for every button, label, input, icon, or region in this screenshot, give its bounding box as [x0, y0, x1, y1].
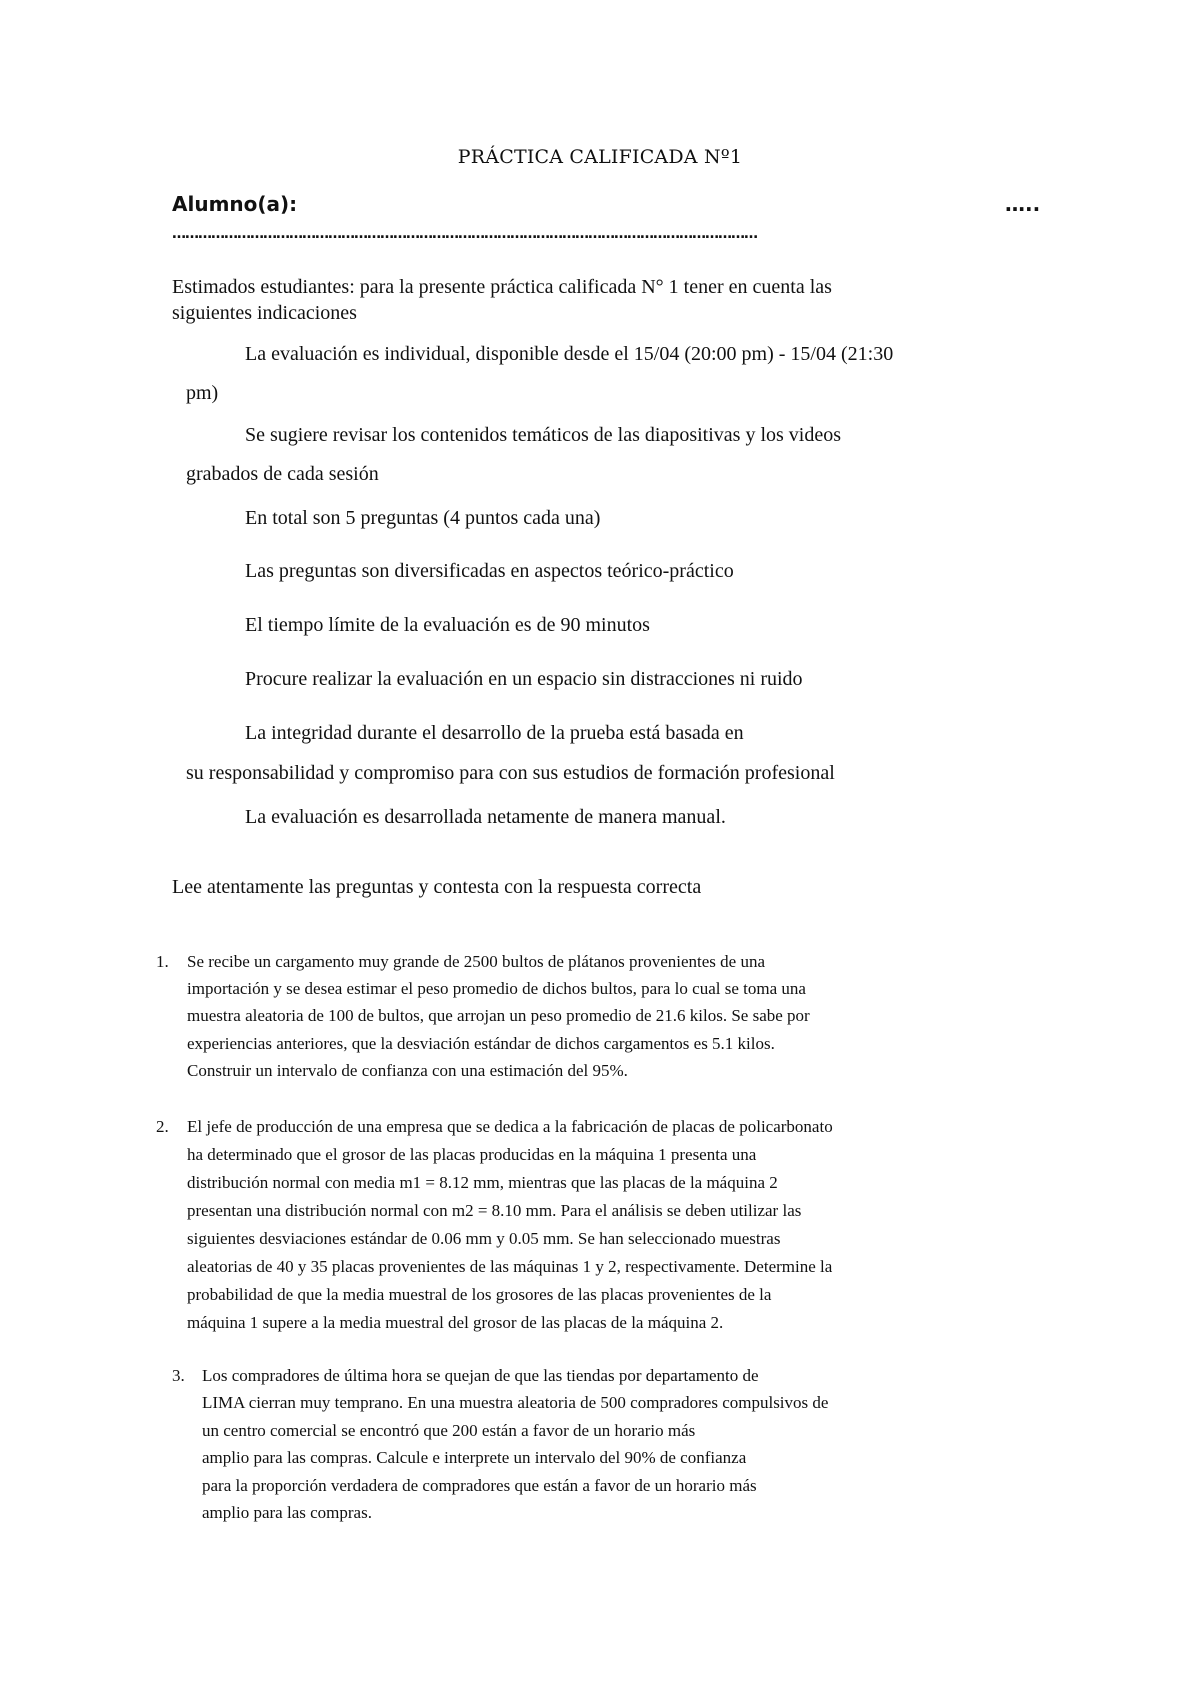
question-line: experiencias anteriores, que la desviación estándar de dichos cargamentos es 5.1 kilos.	[187, 1034, 775, 1053]
question-line: amplio para las compras.	[202, 1503, 372, 1522]
question-line: máquina 1 supere a la media muestral del grosor de las placas de la máquina 2.	[187, 1313, 724, 1332]
question-line: Construir un intervalo de confianza con una estimación del 95%.	[187, 1061, 628, 1080]
question-line: ha determinado que el grosor de las placas producidas en la máquina 1 presenta una	[187, 1145, 757, 1164]
question-number: 2.	[156, 1117, 169, 1136]
question-line: amplio para las compras. Calcule e interprete un intervalo del 90% de confianza	[202, 1448, 747, 1467]
question-line: probabilidad de que la media muestral de los grosores de las placas provenientes de la	[187, 1285, 772, 1304]
question-line: un centro comercial se encontró que 200 están a favor de un horario más	[202, 1421, 696, 1440]
question-line: para la proporción verdadera de compradores que están a favor de un horario más	[202, 1476, 757, 1495]
indication-line: Procure realizar la evaluación en un espacio sin distracciones ni ruido	[245, 668, 803, 690]
instruction-text: Lee atentamente las preguntas y contesta con la respuesta correcta	[172, 876, 702, 898]
indication-line: Las preguntas son diversificadas en aspectos teórico-práctico	[245, 560, 734, 582]
question-line: distribución normal con media m1 = 8.12 mm, mientras que las placas de la máquina 2	[187, 1173, 778, 1192]
indication-line: En total son 5 preguntas (4 puntos cada una)	[245, 507, 601, 529]
intro-line-2: siguientes indicaciones	[172, 302, 357, 324]
question-line: siguientes desviaciones estándar de 0.06 mm y 0.05 mm. Se han seleccionado muestras	[187, 1229, 781, 1248]
question-line: Los compradores de última hora se quejan de que las tiendas por departamento de	[202, 1366, 759, 1385]
question-number: 3.	[172, 1366, 185, 1385]
indication-line: La evaluación es desarrollada netamente de manera manual.	[245, 806, 726, 828]
intro-line-1: Estimados estudiantes: para la presente práctica calificada N° 1 tener en cuenta las	[172, 276, 832, 298]
question-line: importación y se desea estimar el peso promedio de dichos bultos, para lo cual se toma una	[187, 979, 806, 998]
question-line: El jefe de producción de una empresa que se dedica a la fabricación de placas de policarbonato	[187, 1117, 833, 1136]
indication-line: La evaluación es individual, disponible desde el 15/04 (20:00 pm) - 15/04 (21:30	[245, 343, 894, 365]
indication-line: su responsabilidad y compromiso para con sus estudios de formación profesional	[186, 762, 835, 784]
question-line: presentan una distribución normal con m2 = 8.10 mm. Para el análisis se deben utilizar las	[187, 1201, 802, 1220]
student-name-blank: …..	[1005, 192, 1041, 216]
question-line: LIMA cierran muy temprano. En una muestra aleatoria de 500 compradores compulsivos de	[202, 1393, 829, 1412]
page-title: PRÁCTICA CALIFICADA Nº1	[457, 146, 743, 168]
indication-line: grabados de cada sesión	[186, 463, 379, 485]
question-number: 1.	[156, 952, 169, 971]
indication-line: Se sugiere revisar los contenidos temáticos de las diapositivas y los videos	[245, 424, 841, 446]
indication-line: El tiempo límite de la evaluación es de 90 minutos	[245, 614, 650, 636]
student-name-blank-line: ………………………………………………………………………………………………………………………	[172, 226, 757, 242]
indication-line: pm)	[186, 382, 219, 404]
indication-line: La integridad durante el desarrollo de la prueba está basada en	[245, 722, 744, 744]
question-line: aleatorias de 40 y 35 placas provenientes de las máquinas 1 y 2, respectivamente. Determine la	[187, 1257, 833, 1276]
question-line: Se recibe un cargamento muy grande de 2500 bultos de plátanos provenientes de una	[187, 952, 765, 971]
student-label: Alumno(a):	[172, 192, 298, 216]
question-line: muestra aleatoria de 100 de bultos, que arrojan un peso promedio de 21.6 kilos. Se sabe por	[187, 1006, 810, 1025]
